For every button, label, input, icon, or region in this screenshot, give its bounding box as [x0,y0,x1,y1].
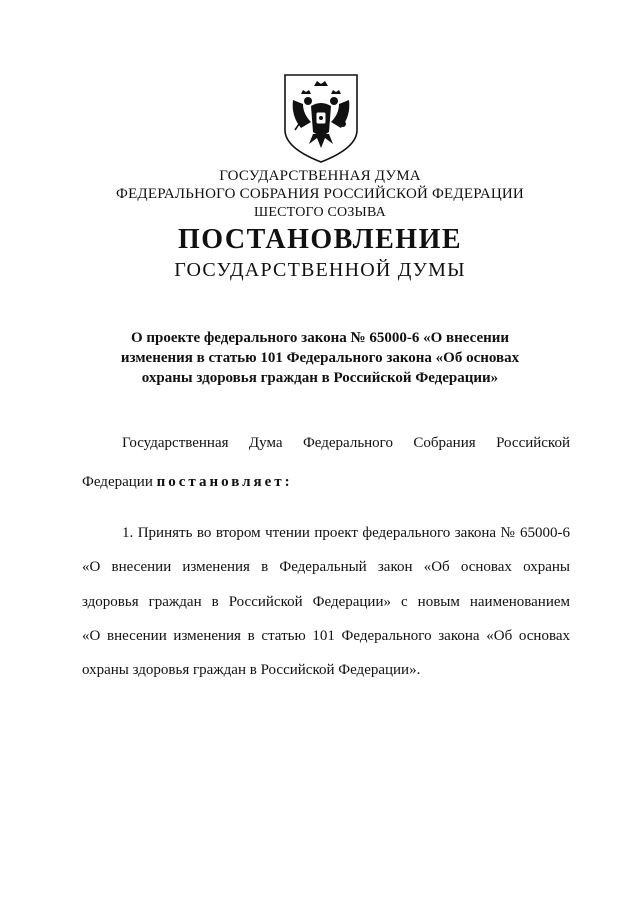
document-issuer: ГОСУДАРСТВЕННОЙ ДУМЫ [174,259,466,281]
preamble-line-2 [82,473,570,492]
clause-1-line-5: охраны здоровья граждан в Российской Федерации». [82,662,421,678]
resolution-subject [0,328,640,388]
subject-line: изменения в статью 101 Федерального закона «Об основах [120,350,520,366]
clause-1-line-1: 1. Принять во втором чтении проект федерального закона № 65000-6 [122,525,570,541]
clause-1-line-4: «О внесении изменения в статью 101 Федерального закона «Об основах [82,628,570,644]
subject-line: О проекте федерального закона № 65000-6 «О внесении [130,330,510,346]
org-name-line-2: ФЕДЕРАЛЬНОГО СОБРАНИЯ РОССИЙСКОЙ ФЕДЕРАЦИИ [116,186,524,202]
preamble-verb: постановляет: [156,474,293,490]
clause-1-line-3: здоровья граждан в Российской Федерации» с новым наименованием [82,594,570,610]
clause-1-line-2: «О внесении изменения в Федеральный закон «Об основах охраны [82,559,570,575]
subject-line: охраны здоровья граждан в Российской Федерации» [141,370,499,386]
preamble-line-1: Государственная Дума Федерального Собрания Российской [122,435,570,451]
document-type-title: ПОСТАНОВЛЕНИЕ [177,224,463,255]
coat-of-arms-emblem [281,72,361,164]
preamble-prefix: Федерации [82,474,153,490]
convocation-line: ШЕСТОГО СОЗЫВА [254,205,386,220]
org-name-line-1: ГОСУДАРСТВЕННАЯ ДУМА [219,168,421,184]
